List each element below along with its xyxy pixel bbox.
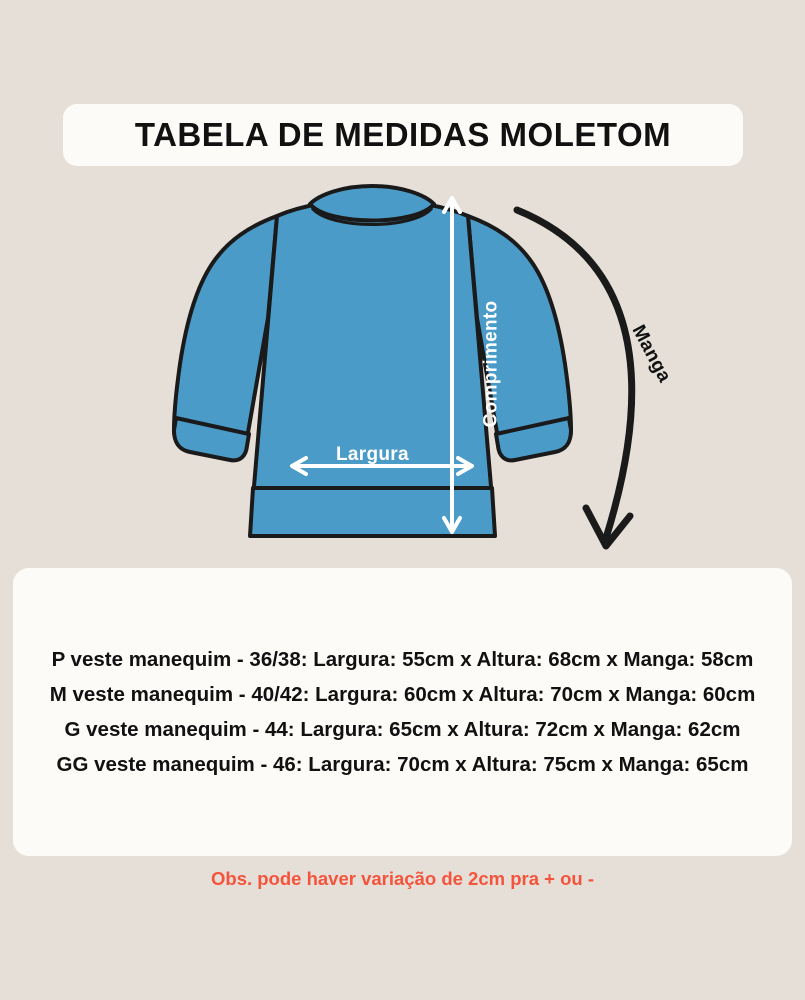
measurement-row-g: G veste manequim - 44: Largura: 65cm x Altura: 72cm x Manga: 62cm (64, 718, 741, 741)
sweatshirt-shape (174, 186, 571, 536)
variation-note: Obs. pode haver variação de 2cm pra + ou - (211, 868, 594, 889)
label-largura: Largura (336, 444, 409, 465)
measurement-row-m: M veste manequim - 40/42: Largura: 60cm x Altura: 70cm x Manga: 60cm (49, 682, 756, 706)
page-title: TABELA DE MEDIDAS MOLETOM (134, 116, 672, 153)
title-card (63, 104, 743, 166)
measurement-row-p: P veste manequim - 36/38: Largura: 55cm x Altura: 68cm x Manga: 58cm (51, 647, 754, 671)
measurement-row-gg: GG veste manequim - 46: Largura: 70cm x Altura: 75cm x Manga: 65cm (56, 753, 749, 777)
label-comprimento: Comprimento (480, 300, 502, 428)
label-manga: Manga (627, 321, 676, 386)
sweatshirt-illustration (0, 168, 805, 568)
sweatshirt-svg (0, 168, 805, 568)
measurements-card (13, 568, 792, 856)
